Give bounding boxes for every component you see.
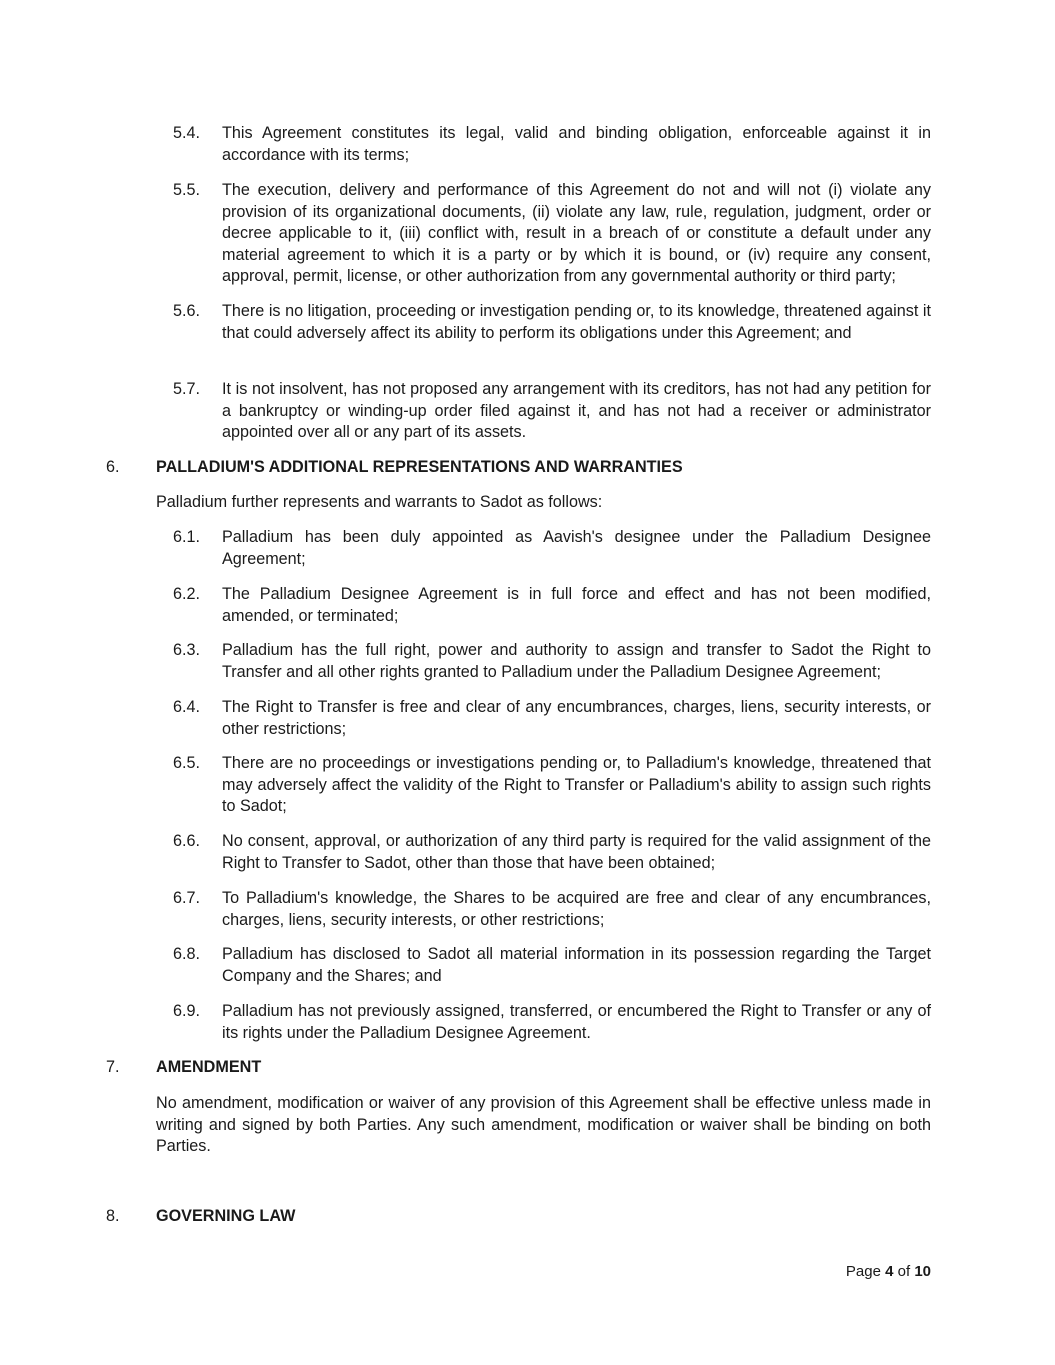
clause-text: Palladium has disclosed to Sadot all material information in its possession regarding the Target Company and the Shares; and [222,945,931,985]
total-pages: 10 [914,1263,931,1280]
clause-number: 6.7. [173,889,201,907]
current-page: 4 [885,1263,894,1280]
section-6-intro: Palladium further represents and warrants to Sadot as follows: [156,493,603,511]
clause-text: There is no litigation, proceeding or investigation pending or, to its knowledge, threatened against it that could adversely affect its ability to perform its obligations under this Agreement; and [222,302,931,342]
clause-text: No consent, approval, or authorization of any third party is required for the valid assignment of the Right to Transfer to Sadot, other than those that have been obtained; [222,832,931,872]
clause-number: 6.3. [173,641,201,659]
clause-text: It is not insolvent, has not proposed any arrangement with its creditors, has not had any petition for a bankruptcy or winding-up order filed against it, and has not had a receiver or administrator appointed over all or any part of its assets. [222,380,931,441]
clause-text: There are no proceedings or investigations pending or, to Palladium's knowledge, threatened that may adversely affect the validity of the Right to Transfer or Palladium's ability to assign such rights to Sadot; [222,754,931,815]
clause-6-8 [173,944,931,987]
clause-text: The execution, delivery and performance of this Agreement do not and will not (i) violate any provision of its organizational documents, (ii) violate any law, rule, regulation, judgment, order or decree applicable to it, (iii) conflict with, result in a breach of or constitute a default under any material agreement to which it is a party or by which it is bound, or (iv) require any consent, approval, permit, license, or other authorization from any governmental authority or third party; [222,181,931,285]
section-7-heading [106,1057,261,1079]
clause-6-6 [173,831,931,874]
clause-5-4 [173,123,931,166]
section-6-heading [106,457,683,479]
section-number: 6. [106,458,120,476]
clause-6-1 [173,527,931,570]
clause-6-5 [173,753,931,818]
section-title: GOVERNING LAW [156,1207,296,1225]
clause-text: This Agreement constitutes its legal, valid and binding obligation, enforceable against it in accordance with its terms; [222,124,931,164]
clause-text: Palladium has the full right, power and authority to assign and transfer to Sadot the Right to Transfer and all other rights granted to Palladium under the Palladium Designee Agreement; [222,641,931,681]
clause-number: 6.1. [173,528,201,546]
clause-number: 6.5. [173,754,201,772]
clause-number: 5.6. [173,302,201,320]
section-8-heading [106,1206,295,1228]
clause-number: 6.4. [173,698,201,716]
clause-6-2 [173,584,931,627]
page-label: Page [845,1263,881,1280]
section-7-text: No amendment, modification or waiver of any provision of this Agreement shall be effective unless made in writing and signed by both Parties. Any such amendment, modification or waiver shall be binding on both Parties. [156,1094,931,1155]
clause-number: 5.5. [173,181,201,199]
clause-text: The Palladium Designee Agreement is in full force and effect and has not been modified, amended, or terminated; [222,585,931,625]
of-label: of [897,1263,911,1280]
clause-number: 6.2. [173,585,201,603]
section-title: PALLADIUM'S ADDITIONAL REPRESENTATIONS AND WARRANTIES [156,458,683,476]
clause-6-7 [173,888,931,931]
clause-number: 5.7. [173,380,201,398]
clause-6-4 [173,697,931,740]
section-number: 8. [106,1207,120,1225]
clause-number: 6.9. [173,1002,201,1020]
section-number: 7. [106,1058,120,1076]
clause-5-5 [173,180,931,288]
clause-text: Palladium has not previously assigned, transferred, or encumbered the Right to Transfer or any of its rights under the Palladium Designee Agreement. [222,1002,931,1042]
clause-text: The Right to Transfer is free and clear of any encumbrances, charges, liens, security interests, or other restrictions; [222,698,931,738]
page-number-footer [846,1262,931,1282]
clause-text: Palladium has been duly appointed as Aavish's designee under the Palladium Designee Agreement; [222,528,931,568]
clause-5-6 [173,301,931,344]
clause-text: To Palladium's knowledge, the Shares to be acquired are free and clear of any encumbrances, charges, liens, security interests, or other restrictions; [222,889,931,929]
clause-5-7 [173,379,931,444]
clause-6-9 [173,1001,931,1044]
section-title: AMENDMENT [156,1058,262,1076]
clause-number: 6.6. [173,832,201,850]
clause-number: 5.4. [173,124,201,142]
clause-number: 6.8. [173,945,201,963]
clause-6-3 [173,640,931,683]
